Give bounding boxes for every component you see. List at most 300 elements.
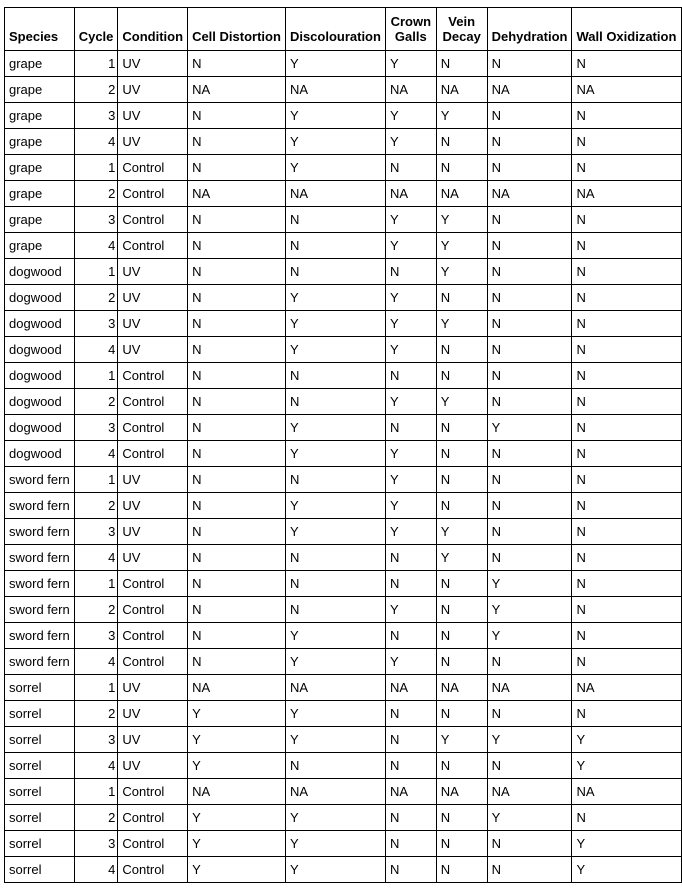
table-row: [5, 675, 682, 701]
cell-dehydration: N: [487, 519, 572, 545]
cell-species: dogwood: [5, 363, 75, 389]
cell-dehydration: N: [487, 207, 572, 233]
cell-species: sorrel: [5, 805, 75, 831]
cell-vein-decay: N: [436, 51, 487, 77]
cell-wall-oxidization: N: [572, 493, 682, 519]
cell-wall-oxidization: N: [572, 649, 682, 675]
cell-condition: UV: [118, 77, 188, 103]
cell-vein-decay: N: [436, 571, 487, 597]
cell-cycle: 3: [74, 831, 118, 857]
table-row: [5, 311, 682, 337]
cell-discolouration: Y: [285, 155, 385, 181]
table-row: [5, 623, 682, 649]
cell-cell-distortion: N: [188, 363, 286, 389]
cell-cycle: 1: [74, 155, 118, 181]
cell-wall-oxidization: Y: [572, 727, 682, 753]
cell-species: sword fern: [5, 649, 75, 675]
cell-dehydration: NA: [487, 77, 572, 103]
cell-cycle: 4: [74, 753, 118, 779]
cell-vein-decay: N: [436, 363, 487, 389]
cell-species: grape: [5, 233, 75, 259]
cell-condition: Control: [118, 181, 188, 207]
cell-dehydration: N: [487, 753, 572, 779]
cell-cell-distortion: N: [188, 493, 286, 519]
cell-dehydration: Y: [487, 623, 572, 649]
cell-species: sorrel: [5, 831, 75, 857]
cell-wall-oxidization: NA: [572, 181, 682, 207]
table-row: [5, 493, 682, 519]
cell-condition: Control: [118, 649, 188, 675]
cell-species: dogwood: [5, 337, 75, 363]
cell-crown-galls: Y: [385, 207, 436, 233]
cell-condition: UV: [118, 493, 188, 519]
table-row: [5, 649, 682, 675]
table-row: [5, 363, 682, 389]
cell-cycle: 4: [74, 337, 118, 363]
table-row: [5, 441, 682, 467]
cell-discolouration: N: [285, 545, 385, 571]
table-row: [5, 285, 682, 311]
cell-cycle: 2: [74, 701, 118, 727]
cell-wall-oxidization: NA: [572, 77, 682, 103]
cell-vein-decay: N: [436, 493, 487, 519]
cell-dehydration: N: [487, 649, 572, 675]
cell-species: grape: [5, 155, 75, 181]
cell-vein-decay: Y: [436, 259, 487, 285]
cell-cycle: 4: [74, 545, 118, 571]
cell-dehydration: N: [487, 389, 572, 415]
cell-species: sword fern: [5, 467, 75, 493]
cell-crown-galls: Y: [385, 649, 436, 675]
cell-cycle: 3: [74, 623, 118, 649]
cell-species: sword fern: [5, 545, 75, 571]
cell-condition: UV: [118, 311, 188, 337]
cell-vein-decay: NA: [436, 779, 487, 805]
cell-crown-galls: NA: [385, 181, 436, 207]
table-row: [5, 389, 682, 415]
cell-species: grape: [5, 181, 75, 207]
cell-cycle: 1: [74, 51, 118, 77]
table-row: [5, 181, 682, 207]
cell-dehydration: Y: [487, 805, 572, 831]
column-header-wall-oxidization: Wall Oxidization: [572, 8, 682, 51]
cell-crown-galls: N: [385, 259, 436, 285]
cell-dehydration: N: [487, 493, 572, 519]
cell-dehydration: N: [487, 363, 572, 389]
cell-discolouration: Y: [285, 805, 385, 831]
table-row: [5, 77, 682, 103]
cell-cell-distortion: NA: [188, 779, 286, 805]
cell-cycle: 3: [74, 311, 118, 337]
column-header-crown-galls: Crown Galls: [385, 8, 436, 51]
cell-cell-distortion: N: [188, 545, 286, 571]
cell-crown-galls: NA: [385, 675, 436, 701]
cell-species: sorrel: [5, 857, 75, 883]
table-row: [5, 831, 682, 857]
cell-condition: UV: [118, 675, 188, 701]
cell-condition: UV: [118, 467, 188, 493]
cell-dehydration: NA: [487, 675, 572, 701]
cell-species: sorrel: [5, 753, 75, 779]
table-row: [5, 519, 682, 545]
cell-discolouration: Y: [285, 519, 385, 545]
cell-cycle: 2: [74, 389, 118, 415]
table-row: [5, 753, 682, 779]
cell-dehydration: Y: [487, 571, 572, 597]
cell-vein-decay: Y: [436, 519, 487, 545]
cell-condition: UV: [118, 753, 188, 779]
cell-cell-distortion: N: [188, 597, 286, 623]
cell-cell-distortion: NA: [188, 675, 286, 701]
table-row: [5, 701, 682, 727]
cell-crown-galls: Y: [385, 519, 436, 545]
cell-crown-galls: Y: [385, 389, 436, 415]
table-row: [5, 259, 682, 285]
cell-species: sorrel: [5, 727, 75, 753]
cell-discolouration: N: [285, 389, 385, 415]
cell-cell-distortion: Y: [188, 753, 286, 779]
cell-species: grape: [5, 207, 75, 233]
cell-discolouration: NA: [285, 77, 385, 103]
table-row: [5, 337, 682, 363]
cell-discolouration: N: [285, 363, 385, 389]
cell-discolouration: Y: [285, 441, 385, 467]
cell-condition: UV: [118, 285, 188, 311]
cell-cell-distortion: N: [188, 103, 286, 129]
cell-vein-decay: N: [436, 623, 487, 649]
cell-crown-galls: N: [385, 571, 436, 597]
cell-crown-galls: N: [385, 155, 436, 181]
cell-discolouration: Y: [285, 51, 385, 77]
cell-wall-oxidization: N: [572, 155, 682, 181]
cell-species: dogwood: [5, 415, 75, 441]
column-header-vein-decay: Vein Decay: [436, 8, 487, 51]
cell-discolouration: Y: [285, 727, 385, 753]
cell-wall-oxidization: N: [572, 311, 682, 337]
table-row: [5, 103, 682, 129]
cell-condition: Control: [118, 571, 188, 597]
cell-species: sorrel: [5, 779, 75, 805]
cell-cycle: 2: [74, 597, 118, 623]
table-row: [5, 545, 682, 571]
cell-dehydration: N: [487, 857, 572, 883]
cell-wall-oxidization: N: [572, 233, 682, 259]
cell-cycle: 2: [74, 77, 118, 103]
cell-dehydration: N: [487, 103, 572, 129]
cell-species: sorrel: [5, 701, 75, 727]
cell-cell-distortion: Y: [188, 727, 286, 753]
cell-wall-oxidization: N: [572, 207, 682, 233]
cell-wall-oxidization: N: [572, 545, 682, 571]
cell-crown-galls: Y: [385, 51, 436, 77]
cell-discolouration: Y: [285, 103, 385, 129]
cell-cycle: 4: [74, 857, 118, 883]
cell-vein-decay: Y: [436, 103, 487, 129]
cell-crown-galls: N: [385, 805, 436, 831]
cell-dehydration: N: [487, 259, 572, 285]
cell-vein-decay: Y: [436, 545, 487, 571]
cell-wall-oxidization: N: [572, 363, 682, 389]
cell-vein-decay: N: [436, 285, 487, 311]
table-row: [5, 467, 682, 493]
cell-crown-galls: Y: [385, 337, 436, 363]
cell-cell-distortion: N: [188, 571, 286, 597]
cell-vein-decay: N: [436, 597, 487, 623]
cell-condition: Control: [118, 805, 188, 831]
cell-cycle: 4: [74, 233, 118, 259]
cell-vein-decay: N: [436, 441, 487, 467]
cell-species: dogwood: [5, 441, 75, 467]
cell-cell-distortion: N: [188, 129, 286, 155]
column-header-condition: Condition: [118, 8, 188, 51]
cell-species: grape: [5, 51, 75, 77]
cell-species: sword fern: [5, 493, 75, 519]
cell-discolouration: N: [285, 467, 385, 493]
cell-condition: UV: [118, 103, 188, 129]
cell-condition: Control: [118, 233, 188, 259]
header-row: [5, 8, 682, 51]
cell-discolouration: N: [285, 233, 385, 259]
table-row: [5, 207, 682, 233]
cell-dehydration: N: [487, 129, 572, 155]
table-row: [5, 571, 682, 597]
cell-dehydration: N: [487, 467, 572, 493]
cell-cell-distortion: N: [188, 467, 286, 493]
cell-wall-oxidization: N: [572, 519, 682, 545]
cell-dehydration: N: [487, 51, 572, 77]
cell-dehydration: N: [487, 285, 572, 311]
cell-discolouration: N: [285, 207, 385, 233]
cell-condition: UV: [118, 545, 188, 571]
table-row: [5, 857, 682, 883]
cell-discolouration: Y: [285, 311, 385, 337]
cell-discolouration: Y: [285, 493, 385, 519]
cell-cell-distortion: Y: [188, 857, 286, 883]
cell-crown-galls: N: [385, 753, 436, 779]
cell-condition: Control: [118, 857, 188, 883]
column-header-discolouration: Discolouration: [285, 8, 385, 51]
cell-wall-oxidization: N: [572, 805, 682, 831]
cell-condition: Control: [118, 207, 188, 233]
cell-wall-oxidization: Y: [572, 857, 682, 883]
column-header-cycle: Cycle: [74, 8, 118, 51]
cell-vein-decay: NA: [436, 181, 487, 207]
cell-discolouration: N: [285, 259, 385, 285]
cell-species: sword fern: [5, 519, 75, 545]
cell-cell-distortion: N: [188, 285, 286, 311]
cell-condition: UV: [118, 129, 188, 155]
cell-condition: Control: [118, 831, 188, 857]
cell-discolouration: Y: [285, 649, 385, 675]
cell-condition: Control: [118, 779, 188, 805]
cell-vein-decay: NA: [436, 77, 487, 103]
cell-dehydration: Y: [487, 727, 572, 753]
table-header: [5, 8, 682, 51]
cell-cycle: 3: [74, 727, 118, 753]
cell-crown-galls: N: [385, 623, 436, 649]
cell-cell-distortion: N: [188, 337, 286, 363]
cell-condition: UV: [118, 727, 188, 753]
cell-discolouration: Y: [285, 415, 385, 441]
cell-species: grape: [5, 129, 75, 155]
cell-cell-distortion: NA: [188, 181, 286, 207]
cell-wall-oxidization: N: [572, 103, 682, 129]
cell-cell-distortion: N: [188, 155, 286, 181]
cell-cycle: 1: [74, 779, 118, 805]
cell-crown-galls: Y: [385, 285, 436, 311]
cell-vein-decay: Y: [436, 207, 487, 233]
cell-cell-distortion: N: [188, 441, 286, 467]
cell-cell-distortion: Y: [188, 831, 286, 857]
cell-discolouration: N: [285, 753, 385, 779]
cell-crown-galls: NA: [385, 779, 436, 805]
column-header-dehydration: Dehydration: [487, 8, 572, 51]
cell-discolouration: Y: [285, 623, 385, 649]
cell-cycle: 4: [74, 129, 118, 155]
cell-cycle: 1: [74, 363, 118, 389]
cell-discolouration: NA: [285, 675, 385, 701]
cell-dehydration: N: [487, 233, 572, 259]
cell-wall-oxidization: N: [572, 597, 682, 623]
cell-wall-oxidization: N: [572, 259, 682, 285]
cell-crown-galls: N: [385, 727, 436, 753]
cell-condition: Control: [118, 597, 188, 623]
cell-wall-oxidization: N: [572, 415, 682, 441]
cell-vein-decay: Y: [436, 233, 487, 259]
cell-discolouration: N: [285, 571, 385, 597]
cell-cycle: 1: [74, 571, 118, 597]
cell-discolouration: NA: [285, 181, 385, 207]
cell-wall-oxidization: Y: [572, 753, 682, 779]
cell-vein-decay: N: [436, 701, 487, 727]
cell-cycle: 1: [74, 467, 118, 493]
cell-condition: UV: [118, 337, 188, 363]
cell-wall-oxidization: NA: [572, 675, 682, 701]
cell-discolouration: Y: [285, 337, 385, 363]
cell-wall-oxidization: N: [572, 571, 682, 597]
cell-cycle: 3: [74, 103, 118, 129]
cell-vein-decay: N: [436, 857, 487, 883]
cell-crown-galls: Y: [385, 311, 436, 337]
data-table: [4, 7, 682, 883]
table-row: [5, 805, 682, 831]
cell-vein-decay: N: [436, 467, 487, 493]
cell-dehydration: N: [487, 545, 572, 571]
cell-vein-decay: N: [436, 129, 487, 155]
cell-cycle: 2: [74, 181, 118, 207]
cell-crown-galls: Y: [385, 103, 436, 129]
cell-species: grape: [5, 103, 75, 129]
table-row: [5, 779, 682, 805]
table-row: [5, 597, 682, 623]
cell-crown-galls: Y: [385, 493, 436, 519]
cell-cycle: 3: [74, 519, 118, 545]
cell-species: sword fern: [5, 597, 75, 623]
cell-cell-distortion: N: [188, 519, 286, 545]
cell-cell-distortion: Y: [188, 805, 286, 831]
cell-cell-distortion: Y: [188, 701, 286, 727]
cell-dehydration: N: [487, 155, 572, 181]
cell-crown-galls: Y: [385, 597, 436, 623]
table-row: [5, 727, 682, 753]
cell-cell-distortion: N: [188, 415, 286, 441]
cell-vein-decay: N: [436, 831, 487, 857]
cell-vein-decay: N: [436, 753, 487, 779]
cell-vein-decay: N: [436, 649, 487, 675]
cell-cycle: 4: [74, 441, 118, 467]
cell-wall-oxidization: N: [572, 467, 682, 493]
cell-dehydration: N: [487, 311, 572, 337]
cell-vein-decay: Y: [436, 727, 487, 753]
table-body: [5, 51, 682, 883]
cell-dehydration: N: [487, 337, 572, 363]
table-row: [5, 51, 682, 77]
cell-species: sword fern: [5, 623, 75, 649]
cell-crown-galls: N: [385, 363, 436, 389]
cell-wall-oxidization: N: [572, 129, 682, 155]
cell-cycle: 1: [74, 675, 118, 701]
cell-condition: UV: [118, 51, 188, 77]
cell-crown-galls: Y: [385, 441, 436, 467]
table-row: [5, 129, 682, 155]
cell-species: grape: [5, 77, 75, 103]
cell-wall-oxidization: N: [572, 623, 682, 649]
cell-species: dogwood: [5, 285, 75, 311]
cell-cell-distortion: N: [188, 311, 286, 337]
cell-discolouration: N: [285, 597, 385, 623]
cell-species: sorrel: [5, 675, 75, 701]
cell-dehydration: N: [487, 441, 572, 467]
table-row: [5, 233, 682, 259]
cell-vein-decay: N: [436, 155, 487, 181]
cell-cell-distortion: NA: [188, 77, 286, 103]
cell-cell-distortion: N: [188, 51, 286, 77]
cell-cell-distortion: N: [188, 207, 286, 233]
column-header-cell-distortion: Cell Distortion: [188, 8, 286, 51]
cell-species: dogwood: [5, 311, 75, 337]
table-row: [5, 155, 682, 181]
cell-cell-distortion: N: [188, 233, 286, 259]
cell-discolouration: Y: [285, 129, 385, 155]
cell-cycle: 4: [74, 649, 118, 675]
cell-dehydration: Y: [487, 415, 572, 441]
cell-crown-galls: N: [385, 857, 436, 883]
cell-wall-oxidization: N: [572, 337, 682, 363]
cell-species: dogwood: [5, 389, 75, 415]
cell-wall-oxidization: N: [572, 441, 682, 467]
cell-crown-galls: Y: [385, 129, 436, 155]
cell-condition: UV: [118, 701, 188, 727]
cell-cell-distortion: N: [188, 623, 286, 649]
cell-crown-galls: N: [385, 701, 436, 727]
cell-vein-decay: N: [436, 415, 487, 441]
cell-vein-decay: N: [436, 805, 487, 831]
cell-dehydration: Y: [487, 597, 572, 623]
cell-vein-decay: N: [436, 337, 487, 363]
cell-condition: Control: [118, 155, 188, 181]
cell-cell-distortion: N: [188, 649, 286, 675]
cell-wall-oxidization: NA: [572, 779, 682, 805]
cell-wall-oxidization: N: [572, 389, 682, 415]
cell-crown-galls: NA: [385, 77, 436, 103]
cell-dehydration: NA: [487, 779, 572, 805]
cell-crown-galls: Y: [385, 467, 436, 493]
cell-cell-distortion: N: [188, 259, 286, 285]
cell-discolouration: Y: [285, 831, 385, 857]
cell-wall-oxidization: N: [572, 285, 682, 311]
cell-crown-galls: N: [385, 545, 436, 571]
cell-cell-distortion: N: [188, 389, 286, 415]
